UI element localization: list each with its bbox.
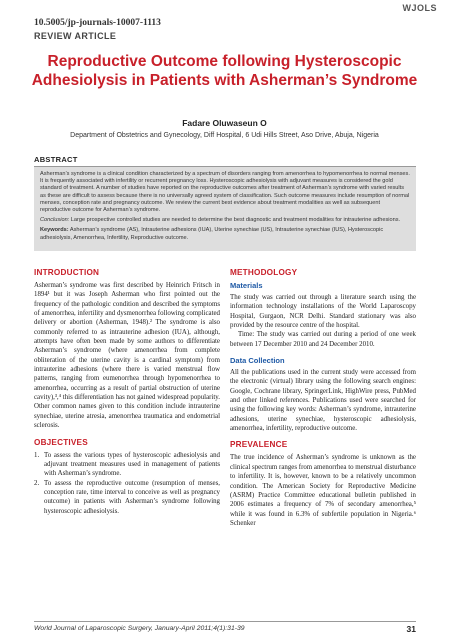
data-collection-paragraph: All the publications used in the current study were accessed from the electronic (virtual) library using the following search engines: Google, Cochrane library, SpringerLink, HighWire press, PubMed and other linked references. Publications used were searched for using the following key words: Asherman’s syndrome, intrauterine adhesions, uterine synechiae, hysteroscopic adhesiolysis, amenorrhea, infertility, reproductive outcome. bbox=[230, 369, 416, 433]
footer-divider bbox=[34, 621, 416, 622]
right-column bbox=[230, 268, 416, 528]
materials-heading: Materials bbox=[230, 281, 263, 290]
footer-citation: World Journal of Laparoscopic Surgery, January-April 2011;4(1):31-39 bbox=[34, 625, 245, 632]
journal-tag: WJOLS bbox=[402, 3, 437, 13]
time-paragraph: Time: The study was carried out during a period of one week between 17 December 2010 and 24 December 2010. bbox=[230, 331, 416, 348]
author-affiliation: Department of Obstetrics and Gynecology, Diff Hospital, 6 Udi Hills Street, Aso Drive, Abuja, Nigeria bbox=[70, 132, 379, 139]
introduction-paragraph: Asherman’s syndrome was first described by Heinrich Fritsch in 1894¹ but it was Joseph Asherman who first pointed out the frequency of the pathologic condition and described the symptoms of amenorrhea, infertility and dysmenorrhea following complicated delivery or abortion (Asherman, 1948).² The syndrome is also commonly referred to as intrauterine adhesion (IUA), although, attempts have often been made by some authors to differentiate Asherman’s syndrome (where amenorrhea from complete obliteration of the uterine cavity is a cardinal symptom) from intrauterine adhesions (where there is varied menstrual flow patterns, ranging from eumenorrhea through hypomenorrhea to amenorrhea, occurring as a result of partial obstruction of uterine cavity),³,⁴ this differentiation has not gained widespread popularity. Other common names given to this condition include intrauterine synechiae, uterine atresia, amenorrhea traumatica and endometrial sclerosis. bbox=[34, 282, 220, 430]
abstract-label: ABSTRACT bbox=[34, 155, 78, 164]
left-column bbox=[34, 268, 220, 516]
abstract-box bbox=[34, 166, 416, 251]
article-title: Reproductive Outcome following Hysteroscopic Adhesiolysis in Patients with Asherman’s Syndrome bbox=[31, 53, 418, 89]
conclusion-label: Conclusion: bbox=[40, 217, 70, 224]
objective-item: 1. To assess the various types of hysteroscopic adhesiolysis and adjuvant treatment measures used in management of patients with Asherman’s syndrome. bbox=[34, 451, 220, 478]
objective-item: 2. To assess the reproductive outcome (resumption of menses, conception rate, time interval to conceive as well as pregnancy outcome) in patients with Asherman’s syndrome following hysteroscopic adhesiolysis. bbox=[34, 479, 220, 515]
top-bar bbox=[0, 0, 449, 10]
conclusion-text: Large prospective controlled studies are needed to determine the best diagnostic and treatment modalities for intrauterine adhesions. bbox=[70, 217, 401, 224]
prevalence-heading: PREVALENCE bbox=[230, 440, 288, 450]
author-name: Fadare Oluwaseun O bbox=[182, 118, 267, 128]
objectives-heading: OBJECTIVES bbox=[34, 437, 88, 447]
objectives-list bbox=[34, 451, 220, 516]
data-collection-heading: Data Collection bbox=[230, 356, 285, 366]
materials-paragraph: The study was carried out through a literature search using the information technology installations of the World Laparoscopy Hospital, Gurgaon, NCR Delhi. Standard stationary was also provided by the resource centre of the hospital. bbox=[230, 294, 416, 330]
introduction-heading: INTRODUCTION bbox=[34, 268, 100, 277]
doi: 10.5005/jp-journals-10007-1113 bbox=[34, 18, 161, 28]
keywords-label: Keywords: bbox=[40, 227, 69, 234]
prevalence-paragraph: The true incidence of Asherman’s syndrome is unknown as the clinical spectrum ranges from amenorrhea to menstrual disturbance to infertility. It is, however, known to be a relatively uncommon condition. The American Society for Reproductive Medicine (ASRM) Practice Committee educational bulletin published in 2006 estimates a frequency of 7% of secondary amenorrhea,⁵ while it was found in 6.3% of subfertile population in Nigeria.⁶ Schenker bbox=[230, 454, 416, 527]
abstract-keywords bbox=[40, 227, 410, 241]
keywords-text: Asherman’s syndrome (AS), Intrauterine adhesions (IUA), Uterine synechiae (US), Intrauterine synechiae (IUS), Hysteroscopic adhesiolysis, Amenorrhea, Infertility, Reproductive outcome. bbox=[40, 227, 384, 241]
methodology-heading: METHODOLOGY bbox=[230, 268, 298, 277]
page-number: 31 bbox=[406, 624, 416, 634]
article-type-label: REVIEW ARTICLE bbox=[34, 31, 117, 41]
abstract-body: Asherman’s syndrome is a clinical condition characterized by a spectrum of disorders ranging from amenorrhea to hypomenorrhea to normal menses. It is frequently associated with infertility or recurrent pregnancy loss. Hysteroscopic adhesiolysis with adjuvant measures is considered the gold standard of treatment. A number of studies have reported on the reproductive outcomes after treatment of Asherman’s syndrome with varied results as these are difficult to assess because there is no universally agreed system of classification. Such outcome measures include resumption of normal menses, conception rate and pregnancy outcome. We review the current best evidence about treatment modalities as well as subsequent reproductive outcome for Asherman’s syndrome. bbox=[40, 171, 410, 214]
abstract-conclusion bbox=[40, 217, 410, 224]
